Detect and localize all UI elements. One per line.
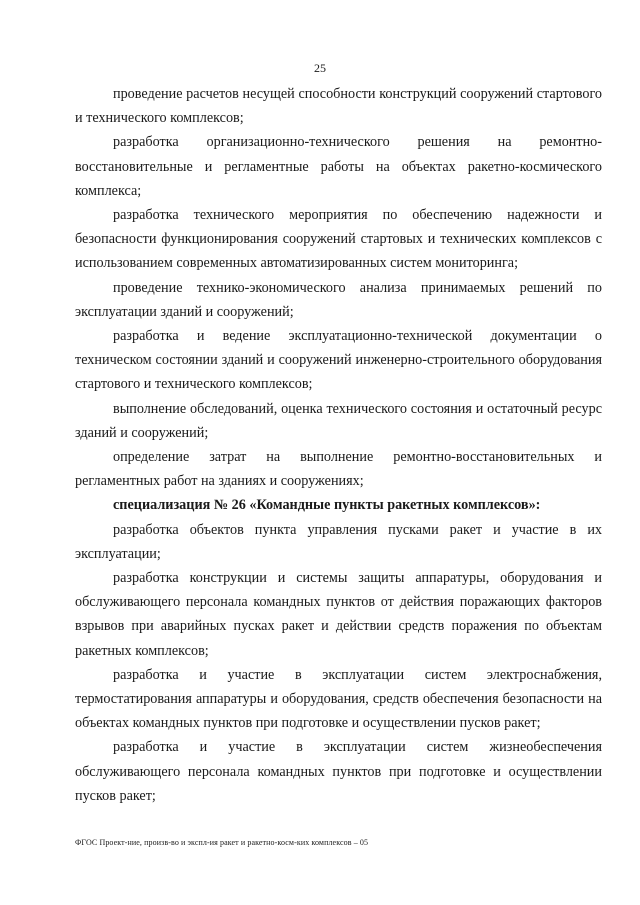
paragraph: разработка организационно-технического решения на ремонтно-восстановительные и регламентные работы на объектах ракетно-космического комплекса; [75, 134, 602, 199]
section-heading: специализация № 26 «Командные пункты ракетных комплексов»: [113, 497, 541, 514]
paragraph: разработка и участие в эксплуатации систем жизнеобеспечения обслуживающего персонала командных пунктов при подготовке и осуществлении пусков ракет; [75, 739, 602, 804]
paragraph: проведение расчетов несущей способности конструкций сооружений стартового и технического комплексов; [75, 86, 602, 127]
paragraph: разработка технического мероприятия по обеспечению надежности и безопасности функционирования сооружений стартовых и технических комплексов с использованием современных автоматизированных систем мониторинга; [75, 207, 602, 272]
paragraph: разработка конструкции и системы защиты аппаратуры, оборудования и обслуживающего персонала командных пунктов от действия поражающих факторов взрывов при аварийных пусках ракет и действии средств поражения по объектам ракетных комплексов; [75, 570, 602, 659]
page-footer: ФГОС Проект-ние, произв-во и экспл-ия ракет и ракетно-косм-ких комплексов – 05 [75, 838, 369, 847]
page-number: 25 [314, 61, 326, 75]
paragraph: проведение технико-экономического анализа принимаемых решений по эксплуатации зданий и сооружений; [75, 279, 602, 320]
paragraph: разработка объектов пункта управления пусками ракет и участие в их эксплуатации; [75, 521, 602, 562]
paragraph: выполнение обследований, оценка технического состояния и остаточный ресурс зданий и сооружений; [75, 400, 602, 441]
paragraph: разработка и ведение эксплуатационно-технической документации о техническом состоянии зданий и сооружений инженерно-строительного оборудования стартового и технического комплексов; [75, 328, 602, 393]
paragraph: разработка и участие в эксплуатации систем электроснабжения, термостатирования аппаратуры и оборудования, средств обеспечения безопасности на объектах командных пунктов при подготовке и осуществлении пусков ракет; [75, 666, 602, 732]
page-body [75, 82, 602, 808]
paragraph: определение затрат на выполнение ремонтно-восстановительных и регламентных работ на зданиях и сооружениях; [75, 449, 602, 490]
